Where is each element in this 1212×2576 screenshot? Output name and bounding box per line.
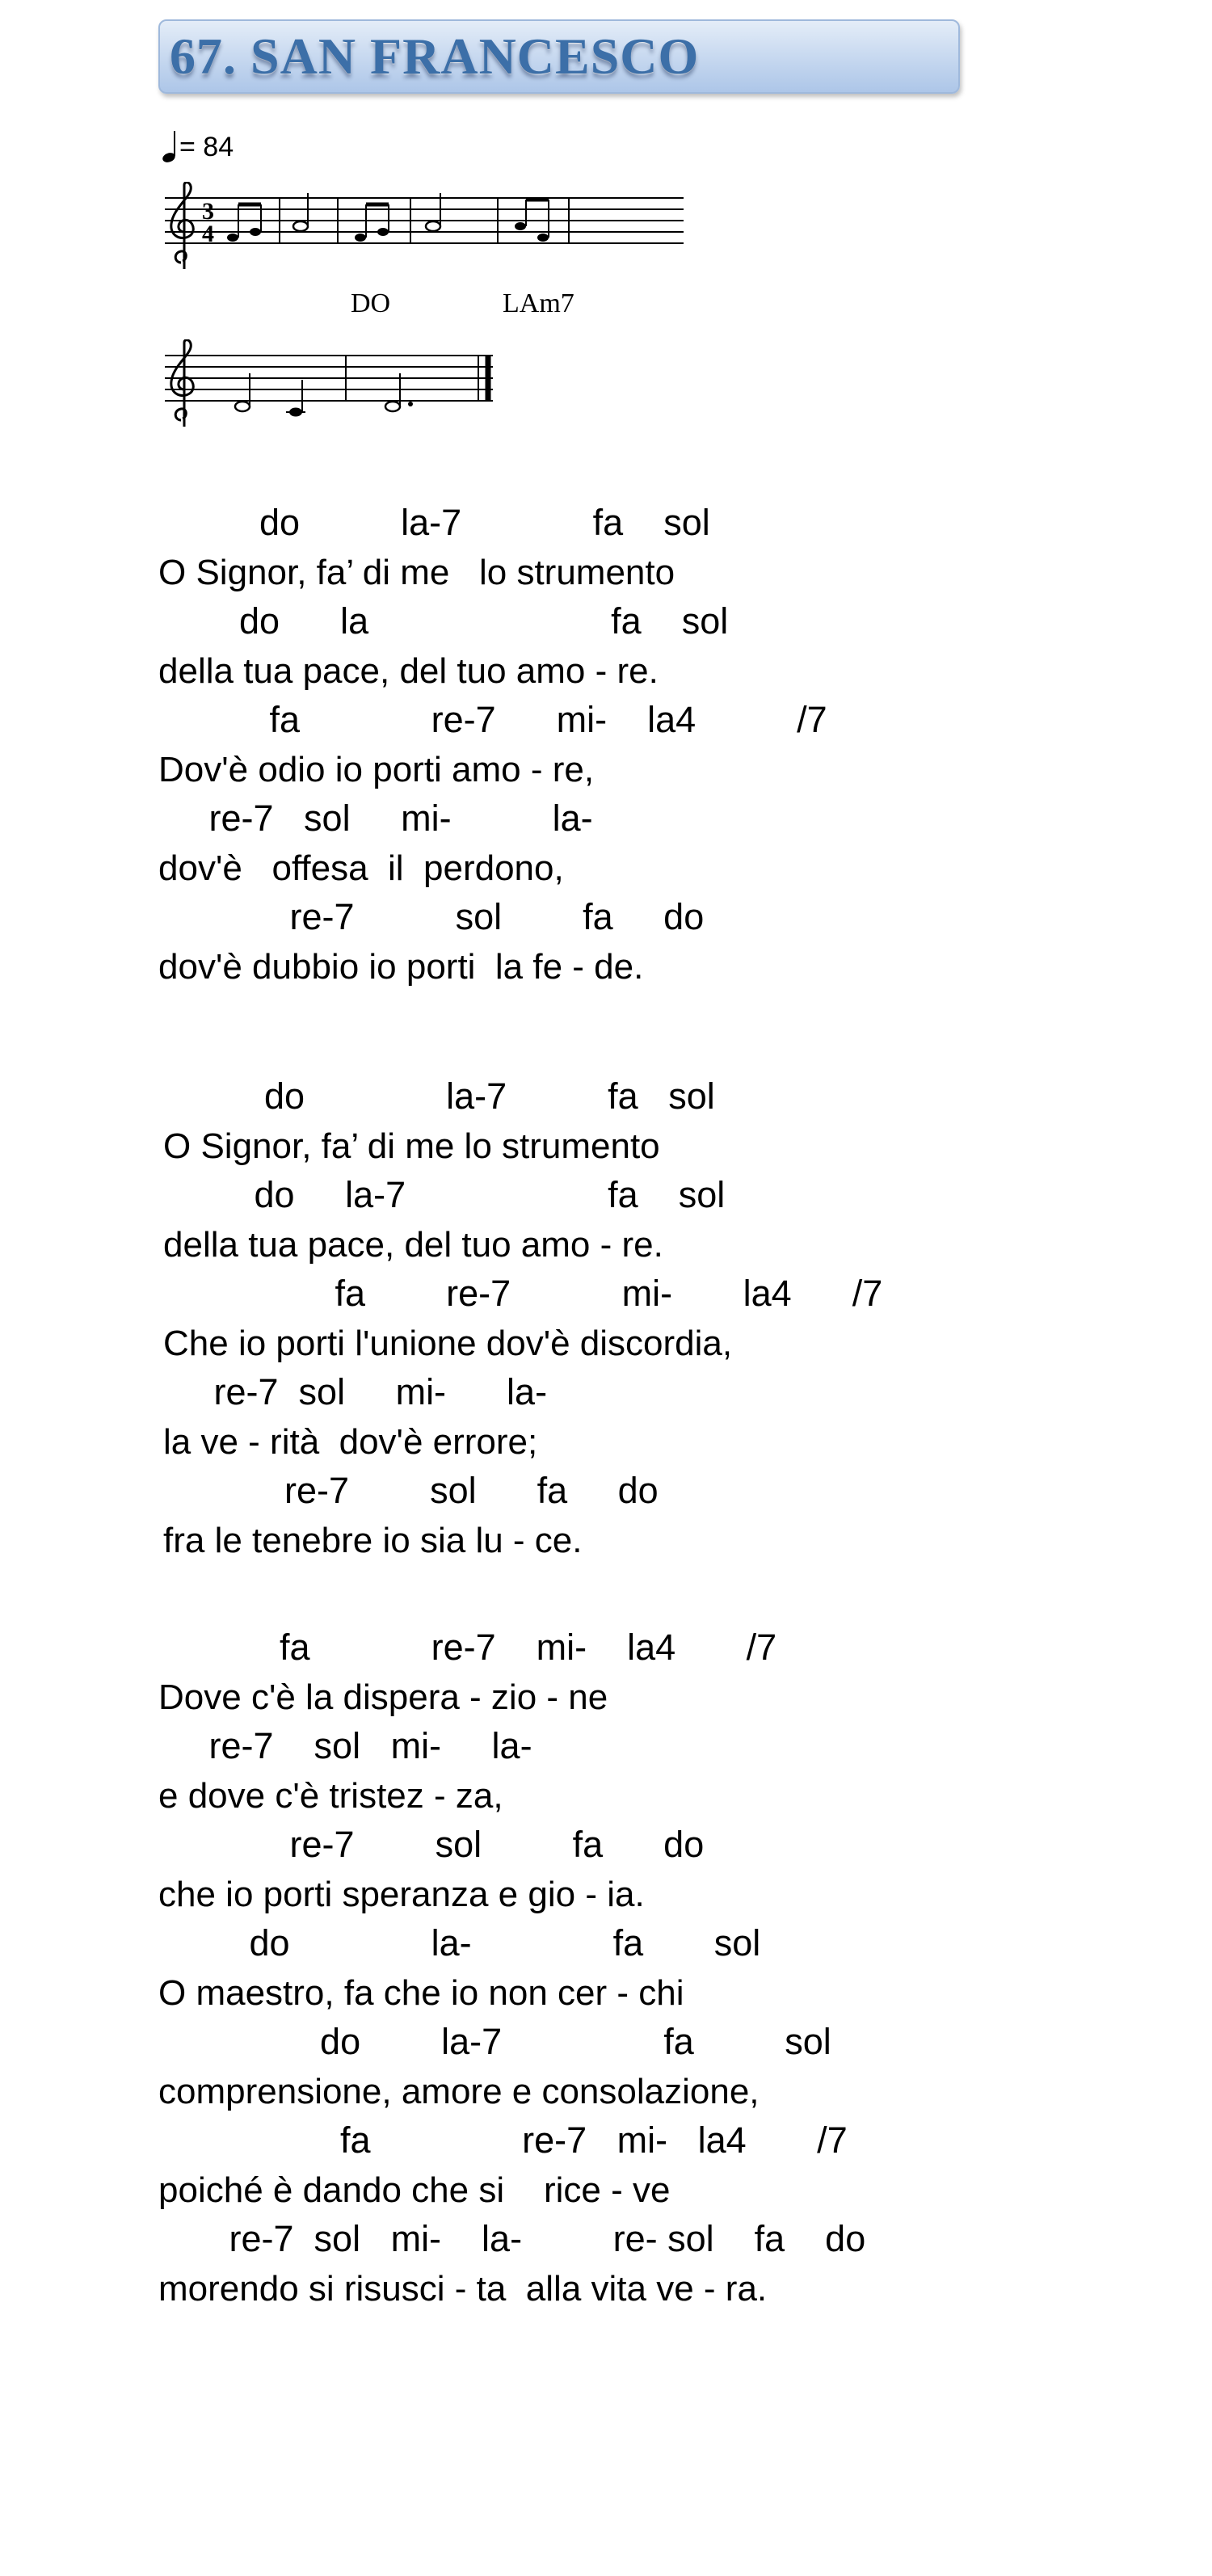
chord-line: do la fa sol — [158, 600, 729, 642]
lyric-line: comprensione, amore e consolazione, — [158, 2072, 760, 2111]
chord-line: fa re-7 mi- la4 /7 — [158, 1627, 777, 1668]
lyric-line: poiché è dando che si rice - ve — [158, 2170, 671, 2210]
chord-line: re-7 sol fa do — [158, 1824, 705, 1865]
chord-line: re-7 sol mi- la- — [158, 798, 593, 839]
chord-line: do la- fa sol — [158, 1922, 761, 1964]
lyric-line: dov'è dubbio io porti la fe - de. — [158, 947, 644, 987]
lyric-line: fra le tenebre io sia lu - ce. — [163, 1521, 583, 1560]
chord-line: fa re-7 mi- la4 /7 — [158, 2119, 848, 2161]
note-quarter-c — [286, 380, 305, 417]
staff-line-2 — [158, 339, 530, 452]
chord-line: do la-7 fa sol — [163, 1174, 726, 1215]
chord-line: do la-7 fa sol — [163, 1075, 715, 1117]
lyric-line: O maestro, fa che io non cer - chi — [158, 1973, 684, 2013]
staff-line-1 — [158, 182, 692, 295]
chord-line: fa re-7 mi- la4 /7 — [158, 699, 827, 740]
lyric-line: O Signor, fa’ di me lo strumento — [163, 1126, 660, 1166]
lyric-line: Dove c'è la dispera - zio - ne — [158, 1677, 608, 1717]
lyric-line: e dove c'è tristez - za, — [158, 1776, 503, 1816]
song-title: 67. SAN FRANCESCO — [170, 27, 700, 85]
note-half-g-2 — [426, 193, 440, 231]
lyric-line: O Signor, fa’ di me lo strumento — [158, 553, 675, 592]
tempo-marking — [162, 129, 234, 163]
note-half-g — [293, 193, 308, 231]
treble-clef-icon — [171, 340, 193, 427]
time-signature-bottom: 4 — [202, 221, 214, 247]
chord-line: re-7 sol fa do — [158, 896, 705, 937]
lyric-line: Che io porti l'unione dov'è discordia, — [163, 1324, 733, 1363]
lyric-line: la ve - rità dov'è errore; — [163, 1422, 538, 1462]
chord-line: do la-7 fa sol — [158, 502, 710, 543]
lyric-line: della tua pace, del tuo amo - re. — [163, 1225, 663, 1265]
note-dotted-half-d — [385, 373, 413, 411]
lyric-line: dov'è offesa il perdono, — [158, 848, 564, 888]
chord-line: do la-7 fa sol — [158, 2021, 831, 2062]
tempo-value: = 84 — [179, 132, 234, 162]
chord-line: fa re-7 mi- la4 /7 — [163, 1273, 883, 1314]
score-chord-lam7: LAm7 — [503, 288, 574, 318]
time-signature-top: 3 — [202, 198, 214, 225]
score-chord-do: DO — [351, 288, 391, 318]
treble-clef-icon — [171, 183, 193, 269]
note-half-d — [235, 373, 250, 411]
quarter-note-icon — [162, 129, 179, 163]
chord-line: re-7 sol mi- la- — [163, 1371, 548, 1412]
title-banner — [158, 19, 960, 94]
chord-line: re-7 sol mi- la- — [158, 1725, 532, 1766]
lyric-line: morendo si risusci - ta alla vita ve - ra. — [158, 2269, 768, 2309]
chord-line: re-7 sol fa do — [163, 1470, 659, 1511]
lyric-line: Dov'è odio io porti amo - re, — [158, 750, 595, 789]
chord-line: re-7 sol mi- la- re- sol fa do — [158, 2218, 866, 2259]
lyric-line: che io porti speranza e gio - ia. — [158, 1875, 645, 1914]
lyric-line: della tua pace, del tuo amo - re. — [158, 651, 659, 691]
